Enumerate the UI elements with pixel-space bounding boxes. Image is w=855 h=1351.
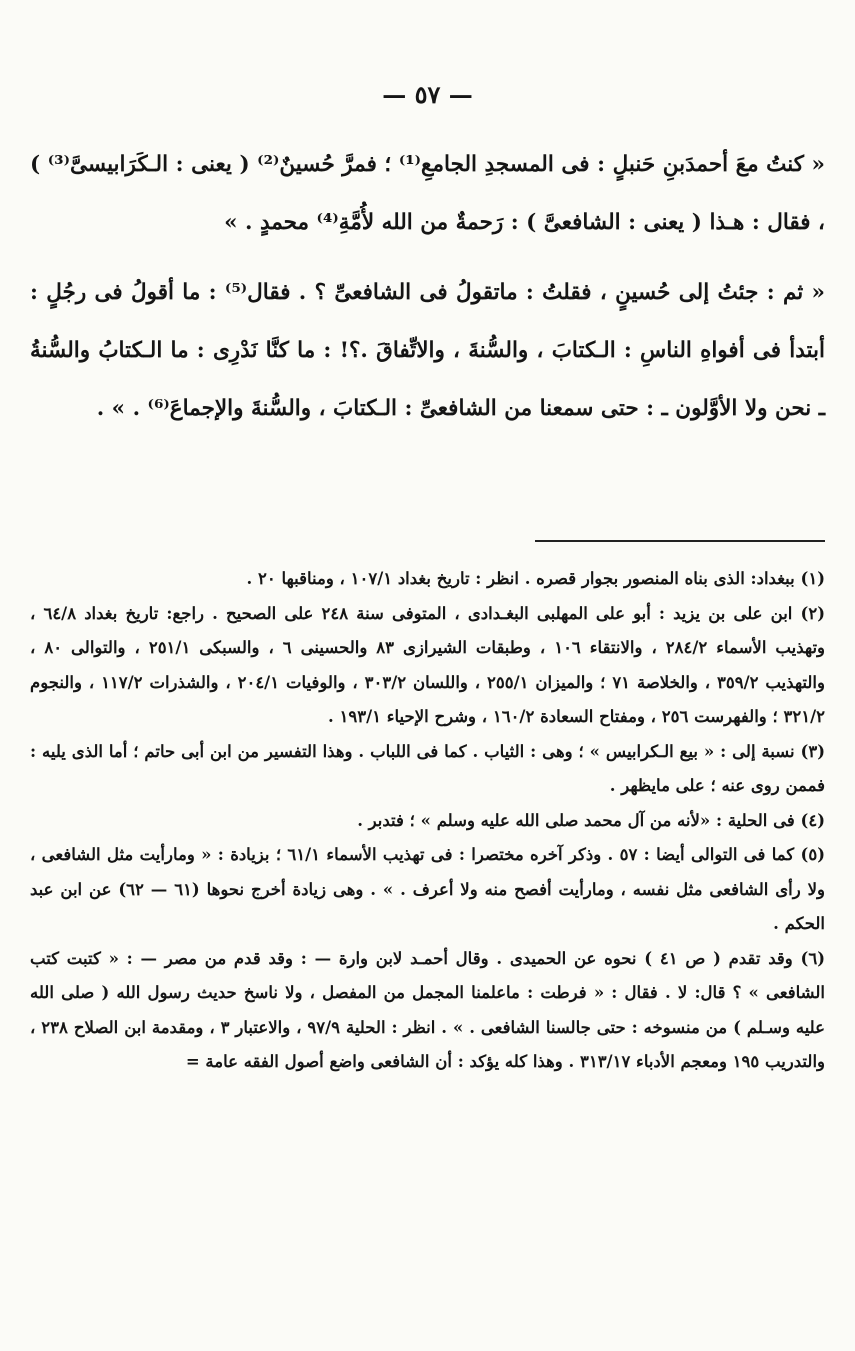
footnote-1: (١) ببغداد: الذى بناه المنصور بجوار قصره . انظر : تاريخ بغداد ١٠٧/١ ، ومناقبها ٢٠ . [246,569,825,588]
footnote-4: (٤) فى الحلية : «لأنه من آل محمد صلى الله عليه وسلم » ؛ فتدبر . [357,810,825,830]
main-paragraph-1: « كنتُ معَ أحمدَبنِ حَنبلٍ : فى المسجدِ الجامعِ⁽¹⁾ ؛ فمرَّ حُسينٌ⁽²⁾ ( يعنى : الـكَرَابيسىَّ⁽³⁾ ) ، فقال : هـذا ( يعنى : الشافعىَّ ) : رَحمةٌ من الله لأُمَّةِ⁽⁴⁾ محمدٍ . » [30,152,825,235]
main-text [30,136,825,450]
footnote-5: (٥) كما فى التوالى أيضا : ٥٧ . وذكر آخره مختصرا : فى تهذيب الأسماء ٦١/١ ؛ بزيادة : « ومارأيت مثل الشافعى ، ولا رأى الشافعى مثل نفسه ، ومارأيت أفصح منه ولا أعرف . » . وهى زيادة أخرج نحوها (٦١ — ٦٢) عن ابن عبد الحكم . [30,845,826,933]
page-number: — ٥٧ — [382,80,473,109]
main-paragraph-2: « ثم : جئتُ إلى حُسينٍ ، فقلتُ : ماتقولُ فى الشافعىِّ ؟ . فقال⁽⁵⁾ : ما أقولُ فى رجُلٍ : أبتدأ فى أفواهِ الناسِ : الـكتابَ ، والسُّنةَ ، والاتِّفاقَ .؟! : ما كنَّا نَدْرِى : ما الـكتابُ والسُّنةُ ـ نحن ولا الأوَّلون ـ : حتى سمعنا من الشافعىِّ : الـكتابَ ، والسُّنةَ والإجماعَ⁽⁶⁾ . » . [30,280,825,421]
footnotes-section [30,562,825,1080]
footnote-6: (٦) وقد تقدم ( ص ٤١ ) نحوه عن الحميدى . وقال أحمـد لابن وارة — : وقد قدم من مصر — : « كتبت كتب الشافعى » ؟ قال: لا . فقال : « فرطت : ماعلمنا المجمل من المفصل ، ولا ناسخ حديث رسول الله ( صلى الله عليه وسـلم ) من منسوخه : حتى جالسنا الشافعى . » . انظر : الحلية ٩٧/٩ ، والاعتبار ٣ ، ومقدمة ابن الصلاح ٢٣٨ ، والتدريب ١٩٥ ومعجم الأدباء ٣١٣/١٧ . وهذا كله يؤكد : أن الشافعى واضع أصول الفقه عامة = [30,948,825,1071]
footnote-2: (٢) ابن على بن يزيد : أبو على المهلبى البغـدادى ، المتوفى سنة ٢٤٨ على الصحيح . راجع: تاريخ بغداد ٦٤/٨ ، وتهذيب الأسماء ٢٨٤/٢ ، والانتقاء ١٠٦ ، وطبقات الشيرازى ٨٣ والحسينى ٦ ، والسبكى ٢٥١/١ ، والتوالى ٨٠ ، والتهذيب ٣٥٩/٢ ، والخلاصة ٧١ ؛ والميزان ٢٥٥/١ ، واللسان ٣٠٣/٢ ، والوفيات ٢٠٤/١ ، والشذرات ١١٧/٢ ، والنجوم ٣٢١/٢ ؛ والفهرست ٢٥٦ ، ومفتاح السعادة ١٦٠/٢ ، وشرح الإحياء ١٩٣/١ . [30,603,826,726]
footnote-3: (٣) نسبة إلى : « بيع الـكرابيس » ؛ وهى : الثياب . كما فى اللباب . وهذا التفسير من ابن أبى حاتم ؛ أما الذى يليه : فممن روى عنه ؛ على مايظهر . [30,741,825,795]
footnote-separator [535,540,825,542]
